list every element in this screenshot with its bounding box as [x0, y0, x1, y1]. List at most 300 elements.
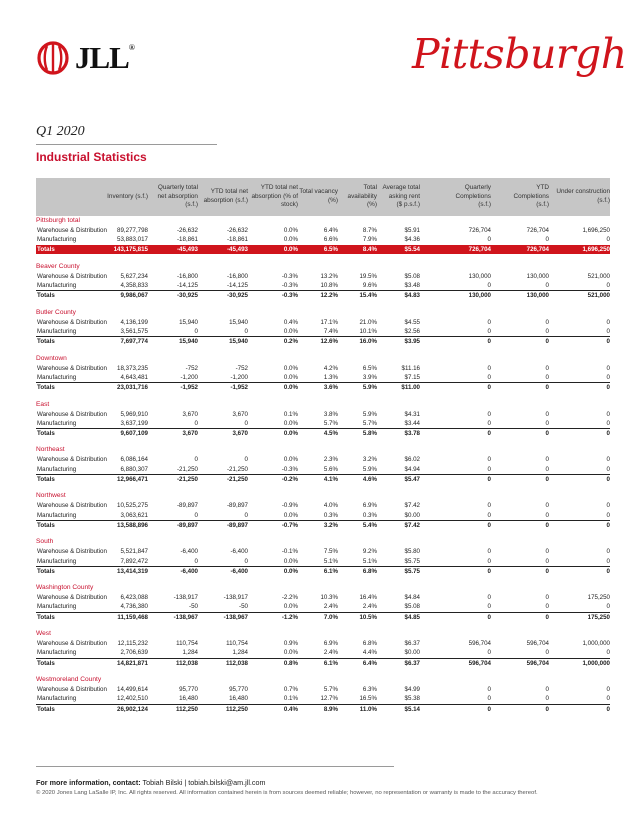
table-cell: 0 — [545, 695, 549, 703]
table-cell: 5.1% — [323, 557, 338, 565]
copyright-notice: © 2020 Jones Lang LaSalle IP, Inc. All rights reserved. All information contained herein is from sources deemed reliable; however, no representation or warranty is made to the accuracy thereof. — [36, 790, 538, 796]
column-header: Under construction (s.f.) — [556, 188, 610, 204]
column-header: Quarterly total net absorption (s.f.) — [157, 184, 198, 209]
totals-row — [36, 566, 610, 575]
table-cell: 1,000,000 — [582, 640, 610, 648]
table-cell: 9.6% — [362, 282, 377, 290]
table-cell: 5.9% — [362, 410, 377, 418]
table-cell: $11.00 — [401, 384, 420, 392]
table-cell: $5.75 — [404, 567, 420, 575]
table-cell: 0 — [606, 685, 610, 693]
totals-row — [36, 612, 610, 621]
column-header: YTD Completions (s.f.) — [513, 184, 549, 209]
table-cell: 5.4% — [362, 521, 377, 529]
table-row — [36, 373, 610, 382]
row-label: Warehouse & Distribution — [37, 685, 107, 693]
table-cell: 6.4% — [362, 659, 377, 667]
table-row — [36, 272, 610, 281]
table-cell: 5.7% — [323, 685, 338, 693]
table-cell: 6.1% — [323, 567, 338, 575]
table-cell: 14,499,614 — [117, 685, 148, 693]
table-cell: 143,175,815 — [113, 245, 148, 253]
table-cell: $4.31 — [404, 410, 420, 418]
totals-row — [36, 704, 610, 713]
table-cell: 0 — [545, 318, 549, 326]
table-cell: 596,704 — [526, 640, 549, 648]
table-cell: 95,770 — [229, 685, 248, 693]
row-label: Warehouse & Distribution — [37, 410, 107, 418]
column-header: Quarterly Completions (s.f.) — [455, 184, 491, 209]
table-cell: 0 — [545, 373, 549, 381]
table-cell: 3.8% — [323, 410, 338, 418]
table-cell: 5.7% — [323, 419, 338, 427]
submarket-name: Northeast — [36, 446, 65, 454]
table-cell: 0 — [545, 685, 549, 693]
table-cell: 0 — [487, 410, 491, 418]
table-row — [36, 593, 610, 602]
table-cell: 4.6% — [362, 476, 377, 484]
table-cell: 0 — [606, 419, 610, 427]
table-cell: -26,632 — [227, 227, 248, 234]
table-cell: $4.84 — [404, 594, 420, 602]
table-cell: 0.0% — [283, 384, 298, 392]
table-cell: 10,525,275 — [117, 502, 148, 510]
table-cell: 2.4% — [323, 649, 338, 657]
table-cell: 175,250 — [587, 594, 610, 602]
table-cell: 0 — [487, 649, 491, 657]
table-cell: 5.8% — [362, 430, 377, 438]
table-cell: $6.37 — [404, 640, 420, 648]
table-cell: 596,704 — [526, 659, 549, 667]
submarket-group — [36, 308, 610, 346]
table-cell: 0 — [606, 476, 610, 484]
table-cell: 13.2% — [320, 272, 338, 280]
table-cell: -14,125 — [227, 282, 248, 290]
table-row — [36, 235, 610, 244]
table-cell: 0.2% — [283, 338, 298, 346]
table-cell: 0 — [545, 548, 549, 556]
section-title: Industrial Statistics — [36, 150, 147, 164]
table-row — [36, 639, 610, 648]
column-header: Average total asking rent ($ p.s.f.) — [382, 184, 420, 209]
table-cell: 2,706,639 — [120, 649, 148, 657]
table-cell: 112,250 — [175, 705, 198, 713]
table-cell: 0.7% — [283, 685, 298, 693]
table-cell: $4.85 — [404, 613, 420, 621]
table-cell: -18,861 — [177, 236, 198, 244]
table-cell: 3,670 — [182, 430, 198, 438]
table-cell: -16,800 — [177, 272, 198, 280]
table-cell: 0 — [545, 521, 549, 529]
table-cell: 2.4% — [362, 603, 377, 611]
table-cell: 0 — [487, 373, 491, 381]
industrial-statistics-table — [36, 178, 610, 713]
table-cell: 16.5% — [359, 695, 377, 703]
row-label: Manufacturing — [37, 373, 77, 381]
table-row — [36, 648, 610, 657]
table-cell: 0 — [606, 649, 610, 657]
table-cell: -21,250 — [177, 476, 198, 484]
table-cell: 0.0% — [283, 245, 298, 253]
table-cell: $5.14 — [404, 705, 420, 713]
table-cell: 11,159,468 — [117, 613, 148, 621]
contact-label: For more information, contact: — [36, 778, 141, 787]
table-cell: 7,892,472 — [120, 557, 148, 565]
table-cell: 0 — [606, 282, 610, 290]
table-cell: 95,770 — [179, 685, 198, 693]
table-cell: 5.9% — [362, 465, 377, 473]
submarket-group — [36, 583, 610, 621]
table-row — [36, 410, 610, 419]
row-label: Warehouse & Distribution — [37, 227, 107, 234]
table-cell: -0.3% — [281, 272, 298, 280]
table-cell: 0 — [606, 328, 610, 336]
table-row — [36, 557, 610, 566]
table-cell: 0 — [545, 502, 549, 510]
table-cell: 5.6% — [323, 465, 338, 473]
table-cell: 0.1% — [283, 695, 298, 703]
table-row — [36, 685, 610, 694]
jll-emblem-icon — [36, 41, 70, 75]
table-cell: 0 — [487, 328, 491, 336]
table-cell: 0 — [194, 328, 198, 336]
submarket-group — [36, 445, 610, 483]
table-cell: 13,414,319 — [117, 567, 148, 575]
table-cell: 4.0% — [323, 502, 338, 510]
table-cell: 15,940 — [229, 338, 248, 346]
table-body — [36, 216, 610, 713]
table-row — [36, 281, 610, 290]
submarket-name: Northwest — [36, 492, 66, 500]
table-cell: 0 — [545, 557, 549, 565]
table-cell: $11.16 — [401, 364, 420, 372]
table-cell: 1,000,000 — [582, 659, 610, 667]
table-cell: 0 — [487, 338, 491, 346]
table-cell: 0 — [606, 603, 610, 611]
table-row — [36, 318, 610, 327]
report-period: Q1 2020 — [36, 124, 85, 139]
table-cell: 0 — [545, 282, 549, 290]
table-cell: $5.75 — [404, 557, 420, 565]
table-cell: 19.5% — [359, 272, 377, 280]
table-cell: 0.3% — [323, 511, 338, 519]
submarket-name: South — [36, 538, 54, 546]
table-cell: $3.48 — [404, 282, 420, 290]
totals-row — [36, 245, 610, 254]
table-cell: -0.3% — [281, 282, 298, 290]
table-cell: 726,704 — [526, 245, 549, 253]
table-cell: 0 — [606, 695, 610, 703]
table-cell: 16,480 — [179, 695, 198, 703]
table-cell: $4.36 — [404, 236, 420, 244]
table-cell: $7.15 — [404, 373, 420, 381]
table-cell: 0 — [545, 384, 549, 392]
totals-row — [36, 382, 610, 391]
table-cell: -138,967 — [173, 613, 198, 621]
table-cell: 8.9% — [323, 705, 338, 713]
table-cell: 7.5% — [323, 548, 338, 556]
row-label: Warehouse & Distribution — [37, 502, 107, 510]
table-cell: $6.37 — [404, 659, 420, 667]
table-cell: 0 — [606, 465, 610, 473]
table-cell: 0 — [606, 567, 610, 575]
table-cell: $0.00 — [404, 649, 420, 657]
table-cell: -0.3% — [281, 465, 298, 473]
submarket-name: Westmoreland County — [36, 675, 102, 683]
table-cell: 175,250 — [587, 613, 610, 621]
table-cell: -21,250 — [227, 465, 248, 473]
table-cell: -0.3% — [281, 292, 298, 300]
row-label: Warehouse & Distribution — [37, 456, 107, 464]
table-cell: 0 — [194, 419, 198, 427]
table-cell: 5.1% — [362, 557, 377, 565]
table-cell: -21,250 — [177, 465, 198, 473]
table-cell: -89,897 — [227, 502, 248, 510]
table-cell: 0 — [606, 318, 610, 326]
table-cell: 0 — [487, 594, 491, 602]
table-cell: $3.78 — [404, 430, 420, 438]
table-cell: 21.0% — [359, 318, 377, 326]
table-cell: $4.83 — [404, 292, 420, 300]
table-cell: 3,561,575 — [120, 328, 148, 336]
table-cell: 521,000 — [587, 292, 610, 300]
table-cell: 0 — [606, 410, 610, 418]
table-row — [36, 419, 610, 428]
table-cell: 17.1% — [320, 318, 338, 326]
table-cell: $5.91 — [404, 227, 420, 234]
row-label: Manufacturing — [37, 557, 77, 565]
table-cell: -6,400 — [230, 567, 248, 575]
table-cell: 0 — [545, 649, 549, 657]
city-title: Pittsburgh — [412, 30, 627, 78]
submarket-group — [36, 491, 610, 529]
submarket-name: Pittsburgh total — [36, 217, 80, 224]
table-cell: 0.3% — [362, 511, 377, 519]
submarket-name: Beaver County — [36, 262, 80, 270]
totals-row — [36, 336, 610, 345]
table-cell: 0 — [194, 456, 198, 464]
table-row — [36, 602, 610, 611]
table-cell: 0 — [487, 557, 491, 565]
table-cell: 6.9% — [323, 640, 338, 648]
table-cell: -50 — [189, 603, 198, 611]
table-cell: 0 — [487, 236, 491, 244]
table-cell: -752 — [185, 364, 198, 372]
table-cell: 16,480 — [229, 695, 248, 703]
table-cell: 0 — [606, 511, 610, 519]
table-cell: 2.3% — [323, 456, 338, 464]
table-cell: 0 — [194, 511, 198, 519]
row-label: Totals — [37, 659, 55, 667]
contact-details[interactable]: Tobiah Bilski | tobiah.bilski@am.jll.com — [142, 778, 266, 787]
table-cell: 11.0% — [359, 705, 377, 713]
table-cell: 5.7% — [362, 419, 377, 427]
table-cell: 15.4% — [359, 292, 377, 300]
table-cell: 7,697,774 — [120, 338, 148, 346]
table-cell: 0 — [194, 557, 198, 565]
table-cell: -138,967 — [223, 613, 248, 621]
column-header: Total availability (%) — [347, 184, 377, 209]
table-row — [36, 327, 610, 336]
table-row — [36, 465, 610, 474]
row-label: Totals — [37, 705, 55, 713]
table-cell: $6.02 — [404, 456, 420, 464]
table-cell: 26,902,124 — [117, 705, 148, 713]
table-cell: 7.9% — [362, 236, 377, 244]
table-cell: 7.4% — [323, 328, 338, 336]
row-label: Manufacturing — [37, 649, 77, 657]
table-cell: 15,940 — [179, 338, 198, 346]
table-cell: 0 — [244, 328, 248, 336]
column-header: YTD total net absorption (s.f.) — [203, 188, 248, 204]
table-cell: 10.3% — [320, 594, 338, 602]
row-label: Totals — [37, 476, 55, 484]
row-label: Manufacturing — [37, 603, 77, 611]
table-cell: -26,632 — [177, 227, 198, 234]
table-cell: 0.0% — [283, 557, 298, 565]
table-cell: 3,063,621 — [120, 511, 148, 519]
table-cell: 0 — [606, 456, 610, 464]
table-cell: 0.0% — [283, 364, 298, 372]
table-cell: 0 — [487, 521, 491, 529]
table-cell: 0 — [545, 511, 549, 519]
table-cell: 8.7% — [362, 227, 377, 234]
table-cell: 0 — [606, 338, 610, 346]
table-cell: 4.4% — [362, 649, 377, 657]
table-cell: 0 — [244, 456, 248, 464]
table-cell: -18,861 — [227, 236, 248, 244]
table-cell: 0 — [545, 594, 549, 602]
table-cell: 12.7% — [320, 695, 338, 703]
table-cell: 0 — [545, 328, 549, 336]
table-cell: 0 — [606, 384, 610, 392]
table-cell: -0.2% — [281, 476, 298, 484]
divider — [36, 144, 217, 145]
table-cell: 6.5% — [323, 245, 338, 253]
table-cell: 0.4% — [283, 318, 298, 326]
table-cell: $4.55 — [404, 318, 420, 326]
table-cell: 6.8% — [362, 567, 377, 575]
table-row — [36, 364, 610, 373]
table-cell: 0.9% — [283, 640, 298, 648]
table-cell: 0 — [244, 419, 248, 427]
table-cell: -6,400 — [180, 548, 198, 556]
table-cell: -6,400 — [180, 567, 198, 575]
table-row — [36, 501, 610, 510]
table-cell: 0 — [244, 511, 248, 519]
table-cell: 0 — [487, 603, 491, 611]
table-cell: 130,000 — [468, 292, 491, 300]
table-cell: 4.2% — [323, 364, 338, 372]
table-cell: 4,736,380 — [120, 603, 148, 611]
table-cell: 2.4% — [323, 603, 338, 611]
table-cell: 3,637,199 — [120, 419, 148, 427]
table-cell: 1,696,250 — [582, 227, 610, 234]
table-cell: -0.1% — [281, 548, 298, 556]
table-cell: 110,754 — [176, 640, 198, 648]
table-cell: $4.99 — [404, 685, 420, 693]
table-cell: 6,423,088 — [120, 594, 148, 602]
table-cell: 112,038 — [225, 659, 248, 667]
table-cell: 0 — [545, 410, 549, 418]
table-cell: -45,493 — [227, 245, 248, 253]
table-cell: 0 — [487, 419, 491, 427]
row-label: Warehouse & Distribution — [37, 364, 107, 372]
table-cell: $0.00 — [404, 511, 420, 519]
submarket-name: Downtown — [36, 354, 67, 362]
table-cell: 521,000 — [587, 272, 610, 280]
table-cell: 0.0% — [283, 328, 298, 336]
contact-line — [36, 778, 266, 787]
table-cell: $4.94 — [404, 465, 420, 473]
table-cell: 4,643,481 — [120, 373, 148, 381]
table-cell: $3.44 — [404, 419, 420, 427]
table-cell: 0 — [487, 456, 491, 464]
table-cell: 130,000 — [526, 292, 549, 300]
table-cell: 13,588,896 — [117, 521, 148, 529]
table-row — [36, 547, 610, 556]
table-cell: $5.08 — [404, 603, 420, 611]
table-cell: 0 — [487, 430, 491, 438]
table-cell: 0.0% — [283, 456, 298, 464]
table-cell: 12.2% — [320, 292, 338, 300]
table-cell: 6,086,164 — [120, 456, 148, 464]
table-cell: 0 — [545, 419, 549, 427]
table-cell: 6.1% — [323, 659, 338, 667]
table-cell: 5.9% — [362, 384, 377, 392]
table-cell: 0 — [545, 236, 549, 244]
jll-logo — [36, 38, 136, 78]
table-cell: 12,966,471 — [117, 476, 148, 484]
row-label: Totals — [37, 430, 55, 438]
row-label: Manufacturing — [37, 695, 77, 703]
table-cell: 0 — [487, 502, 491, 510]
submarket-group — [36, 400, 610, 438]
table-cell: 0 — [606, 236, 610, 244]
row-label: Warehouse & Distribution — [37, 548, 107, 556]
table-cell: 9,607,109 — [120, 430, 148, 438]
table-cell: 596,704 — [468, 640, 491, 648]
table-cell: $5.08 — [404, 272, 420, 280]
table-cell: 0 — [606, 705, 610, 713]
table-cell: 0.0% — [283, 567, 298, 575]
table-cell: 0 — [487, 476, 491, 484]
submarket-name: East — [36, 400, 50, 408]
table-cell: 130,000 — [468, 272, 491, 280]
table-cell: 0.8% — [283, 659, 298, 667]
table-cell: 0 — [606, 521, 610, 529]
table-cell: 5,627,234 — [120, 272, 148, 280]
table-cell: 0.0% — [283, 419, 298, 427]
row-label: Totals — [37, 521, 55, 529]
submarket-name: Butler County — [36, 308, 76, 316]
table-cell: 10.1% — [359, 328, 377, 336]
table-row — [36, 694, 610, 703]
table-cell: 0 — [545, 430, 549, 438]
table-cell: 8.4% — [362, 245, 377, 253]
table-cell: $7.42 — [404, 521, 420, 529]
row-label: Manufacturing — [37, 419, 77, 427]
table-cell: -752 — [235, 364, 248, 372]
table-cell: 110,754 — [226, 640, 248, 648]
table-cell: -138,917 — [173, 594, 198, 602]
table-cell: 726,704 — [468, 245, 491, 253]
table-cell: 0 — [487, 465, 491, 473]
table-cell: 10.8% — [320, 282, 338, 290]
table-cell: $5.47 — [404, 476, 420, 484]
table-cell: 0 — [487, 318, 491, 326]
table-cell: 4,358,833 — [120, 282, 148, 290]
